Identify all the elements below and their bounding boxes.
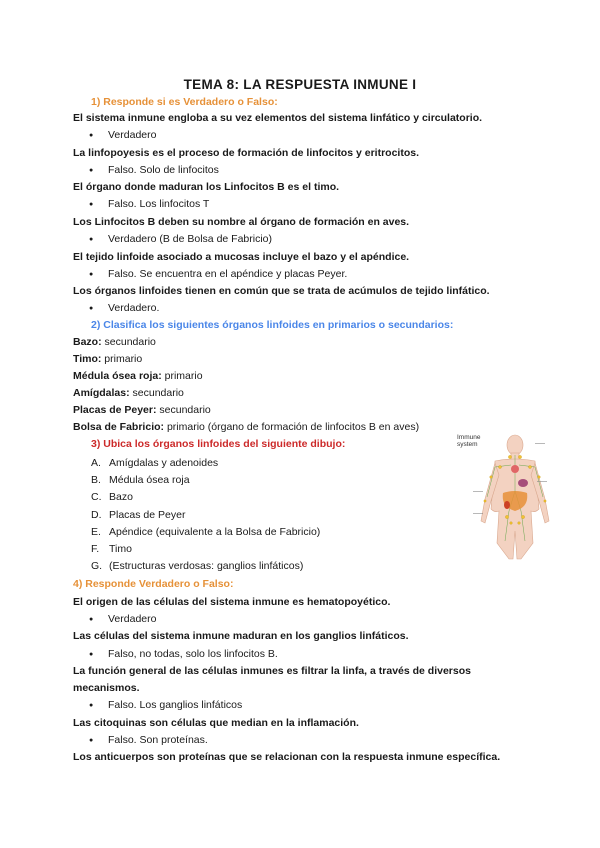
s2-item-medula [73, 370, 203, 383]
s2-label-4: Amígdalas: [73, 387, 130, 399]
s1-answer-5-text: Falso. Se encuentra en el apéndice y placas Peyer. [108, 268, 348, 280]
appendix-shape [504, 501, 510, 509]
s1-answer-2 [91, 164, 219, 177]
s4-question-3-cont: mecanismos. [73, 682, 140, 694]
s4-answer-3 [91, 699, 242, 712]
immune-system-figure [455, 431, 555, 561]
s2-item-peyer [73, 404, 211, 417]
spleen-shape [518, 479, 528, 487]
s3-item-g [91, 560, 303, 573]
section3-heading: 3) Ubica los órganos linfoides del siguiente dibujo: [91, 438, 346, 450]
s3-letter-a: A. [91, 457, 101, 469]
s2-item-amigdalas [73, 387, 184, 400]
s3-text-g: (Estructuras verdosas: ganglios linfáticos) [109, 560, 304, 572]
s4-answer-1 [91, 613, 156, 626]
s2-value-5: secundario [156, 404, 211, 416]
s3-letter-d: D. [91, 509, 102, 521]
s4-question-5: Los anticuerpos son proteínas que se relacionan con la respuesta inmune específica. [73, 751, 501, 763]
s1-answer-5 [91, 268, 347, 281]
s2-label-1: Bazo: [73, 336, 102, 348]
s4-answer-1-text: Verdadero [108, 613, 157, 625]
s1-answer-3 [91, 198, 209, 211]
section4-heading: 4) Responde Verdadero o Falso: [73, 578, 234, 590]
s2-value-3: primario [161, 370, 203, 382]
s4-question-2: Las células del sistema inmune maduran en los ganglios linfáticos. [73, 630, 409, 642]
s4-question-3: La función general de las células inmunes es filtrar la linfa, a través de diversos [73, 665, 471, 677]
s2-item-fabricio [73, 421, 419, 434]
s1-answer-4-text: Verdadero (B de Bolsa de Fabricio) [108, 233, 273, 245]
s2-value-6: primario (órgano de formación de linfocitos B en aves) [164, 421, 420, 433]
s4-answer-4-text: Falso. Son proteínas. [108, 734, 208, 746]
s3-item-f [91, 543, 132, 556]
s3-letter-g: G. [91, 560, 103, 572]
s3-item-d [91, 509, 185, 522]
figure-label-2: system [457, 441, 478, 448]
s1-answer-2-text: Falso. Solo de linfocitos [108, 164, 219, 176]
s4-question-1: El origen de las células del sistema inmune es hematopoyético. [73, 596, 391, 608]
s2-label-2: Timo: [73, 353, 102, 365]
s4-question-4: Las citoquinas son células que median en la inflamación. [73, 717, 359, 729]
s3-letter-f: F. [91, 543, 100, 555]
s1-question-6: Los órganos linfoides tienen en común que se trata de acúmulos de tejido linfático. [73, 285, 490, 297]
s3-item-e [91, 526, 320, 539]
s3-text-d: Placas de Peyer [109, 509, 186, 521]
s2-label-3: Médula ósea roja: [73, 370, 162, 382]
thymus-shape [511, 465, 519, 473]
s1-answer-6 [91, 302, 159, 315]
s4-answer-3-text: Falso. Los ganglios linfáticos [108, 699, 243, 711]
s1-question-1: El sistema inmune engloba a su vez elementos del sistema linfático y circulatorio. [73, 112, 483, 124]
s2-label-5: Placas de Peyer: [73, 404, 157, 416]
s3-text-c: Bazo [109, 491, 133, 503]
s2-value-4: secundario [129, 387, 184, 399]
s2-value-1: secundario [101, 336, 156, 348]
s1-question-4: Los Linfocitos B deben su nombre al órgano de formación en aves. [73, 216, 410, 228]
s3-text-b: Médula ósea roja [109, 474, 190, 486]
s2-item-bazo [73, 336, 156, 349]
s1-answer-4 [91, 233, 272, 246]
s1-answer-1-text: Verdadero [108, 129, 157, 141]
s2-value-2: primario [101, 353, 143, 365]
s3-letter-e: E. [91, 526, 101, 538]
s1-question-2: La linfopoyesis es el proceso de formación de linfocitos y eritrocitos. [73, 147, 420, 159]
s4-answer-2-text: Falso, no todas, solo los linfocitos B. [108, 648, 278, 660]
s1-answer-3-text: Falso. Los linfocitos T [108, 198, 210, 210]
s2-label-6: Bolsa de Fabricio: [73, 421, 165, 433]
s1-answer-1 [91, 129, 156, 142]
s3-text-a: Amígdalas y adenoides [109, 457, 219, 469]
s1-question-5: El tejido linfoide asociado a mucosas incluye el bazo y el apéndice. [73, 251, 410, 263]
s3-letter-c: C. [91, 491, 102, 503]
s3-text-f: Timo [109, 543, 132, 555]
s1-question-3: El órgano donde maduran los Linfocitos B es el timo. [73, 181, 340, 193]
section1-heading: 1) Responde si es Verdadero o Falso: [91, 96, 278, 108]
s4-answer-4 [91, 734, 208, 747]
s4-answer-2 [91, 648, 278, 661]
s2-item-timo [73, 353, 142, 366]
section2-heading: 2) Clasifica los siguientes órganos linfoides en primarios o secundarios: [91, 319, 454, 331]
s3-item-b [91, 474, 190, 487]
s3-item-a [91, 457, 218, 470]
s1-answer-6-text: Verdadero. [108, 302, 160, 314]
page-title: TEMA 8: LA RESPUESTA INMUNE I [183, 77, 417, 92]
s3-item-c [91, 491, 133, 504]
s3-text-e: Apéndice (equivalente a la Bolsa de Fabricio) [109, 526, 321, 538]
figure-label-1: Immune [457, 434, 481, 441]
s3-letter-b: B. [91, 474, 101, 486]
